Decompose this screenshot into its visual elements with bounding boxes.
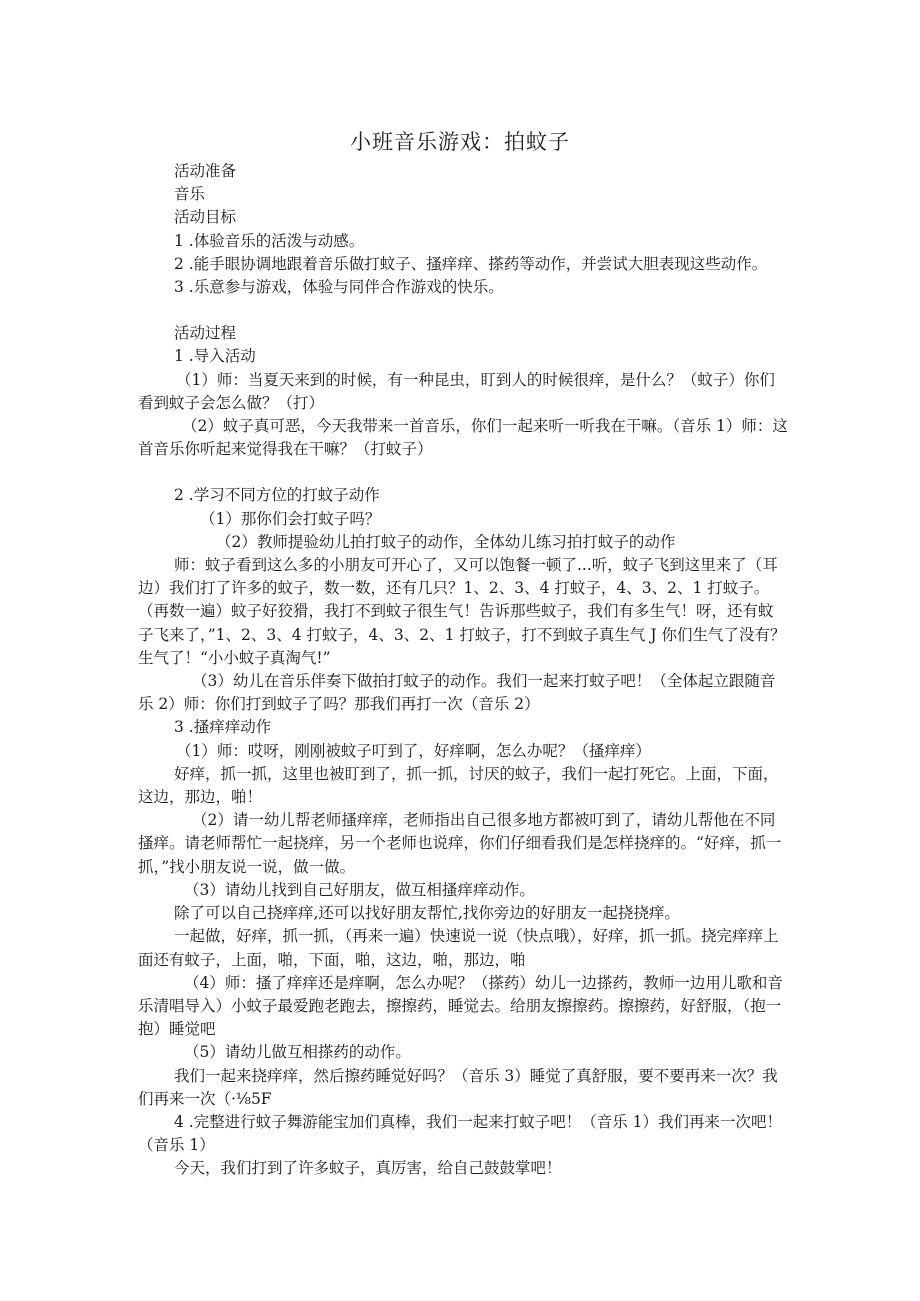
closing-line: 今天，我们打到了许多蚊子，真厉害，给自己鼓鼓掌吧！ [174, 1159, 562, 1178]
section-heading-preparation: 活动准备 [174, 162, 237, 180]
step-3-para-3: （2）请一幼儿帮老师搔痒痒，老师指出自己很多地方都被叮到了，请幼儿帮他在不同搔痒。请老师帮忙一起挠痒，另一个老师也说痒，你们仔细看我们是怎样挠痒的。“好痒，抓一抓，”找小朋友说一说，做一做。 [138, 811, 782, 876]
step-1-para-1: （1）师：当夏天来到的时候，有一种昆虫，盯到人的时候很痒，是什么？（蚊子）你们看到蚊子会怎么做？（打） [138, 370, 775, 412]
goal-item-1: 1 .体验音乐的活泼与动感。 [174, 231, 365, 250]
step-3-heading: 3 .搔痒痒动作 [174, 718, 272, 737]
section-heading-goals: 活动目标 [174, 208, 237, 227]
step-3-para-7: （4）师：搔了痒痒还是痒啊，怎么办呢？（搽药）幼儿一边搽药，教师一边用儿歌和音乐清唱导入）小蚊子最爱跑老跑去，擦擦药，睡觉去。给朋友擦擦药。擦擦药，好舒服，（抱一抱）睡觉吧 [138, 973, 783, 1039]
step-3-para-4: （3）请幼儿找到自己好朋友，做互相搔痒痒动作。 [184, 880, 535, 899]
step-3-para-2: 好痒，抓一抓，这里也被盯到了，抓一抓，讨厌的蚊子，我们一起打死它。上面，下面，这边，那边，啪！ [138, 764, 779, 807]
preparation-item-music: 音乐 [174, 185, 206, 204]
step-2-para-4: （3）幼儿在音乐伴奏下做拍打蚊子的动作。我们一起来打蚊子吧！（全体起立跟随音乐 2）师：你们打到蚊子了吗？那我们再打一次（音乐 2） [138, 672, 776, 714]
step-2-para-2: （2）教师提验幼儿拍打蚊子的动作，全体幼儿练习拍打蚊子的动作 [216, 532, 676, 551]
document-title: 小班音乐游戏：拍蚊子 [350, 130, 570, 154]
step-4-heading: 4 .完整进行蚊子舞游能宝加们真棒，我们一起来打蚊子吧！（音乐 1）我们再来一次吧！（音乐 1） [138, 1112, 783, 1155]
step-3-para-1: （1）师：哎呀，刚刚被蚊子叮到了，好痒啊，怎么办呢？（搔痒痒） [176, 741, 651, 760]
step-2-para-1: （1）那你们会打蚊子吗？ [200, 509, 381, 528]
goal-item-3: 3 .乐意参与游戏，体验与同伴合作游戏的快乐。 [174, 278, 504, 297]
paragraph-gap [138, 461, 788, 484]
goal-item-2: 2 .能手眼协调地跟着音乐做打蚊子、搔痒痒、搽药等动作，并尝试大胆表现这些动作。 [174, 254, 768, 273]
step-1-para-2: （2）蚊子真可恶，今天我带来一首音乐，你们一起来听一听我在干嘛。（音乐 1）师：这首音乐你听起来觉得我在干嘛？（打蚊子） [138, 417, 788, 459]
step-3-para-8: （5）请幼儿做互相搽药的动作。 [184, 1043, 411, 1062]
step-1-heading: 1 .导入活动 [174, 347, 256, 366]
step-3-para-6: 一起做，好痒，抓一抓，（再来一遍）快速说一说（快点哦），好痒，抓一抓。挠完痒痒上面还有蚊子，上面，啪，下面，啪，这边，啪，那边，啪 [138, 927, 779, 969]
document-body [138, 160, 788, 1181]
step-3-para-9: 我们一起来挠痒痒，然后擦药睡觉好吗？（音乐 3）睡觉了真舒服，要不要再来一次？我们再来一次（·⅛5F [138, 1066, 778, 1108]
step-2-para-3: 师：蚊子看到这么多的小朋友可开心了，又可以饱餐一顿了...听，蚊子飞到这里来了（耳边）我们打了许多的蚊子，数一数，还有几只？1、2、3、4 打蚊子，4、3、2、1 打蚊子。（再数一遍）蚊子好狡猾，我打不到蚊子很生气！告诉那些蚊子，我们有多生气！呀，还有蚊子飞来了，”1、2、3、4 打蚊子，4、3、2、1 打蚊子，打不到蚊子真生气 J 你们生气了没有？生气了！“小小蚊子真淘气!” [138, 556, 786, 667]
step-2-heading: 2 .学习不同方位的打蚊子动作 [174, 486, 380, 505]
paragraph-gap [138, 299, 788, 322]
section-heading-process: 活动过程 [174, 324, 237, 343]
step-3-para-5: 除了可以自己挠痒痒,还可以找好朋友帮忙,找你旁边的好朋友一起挠挠痒。 [174, 904, 680, 923]
